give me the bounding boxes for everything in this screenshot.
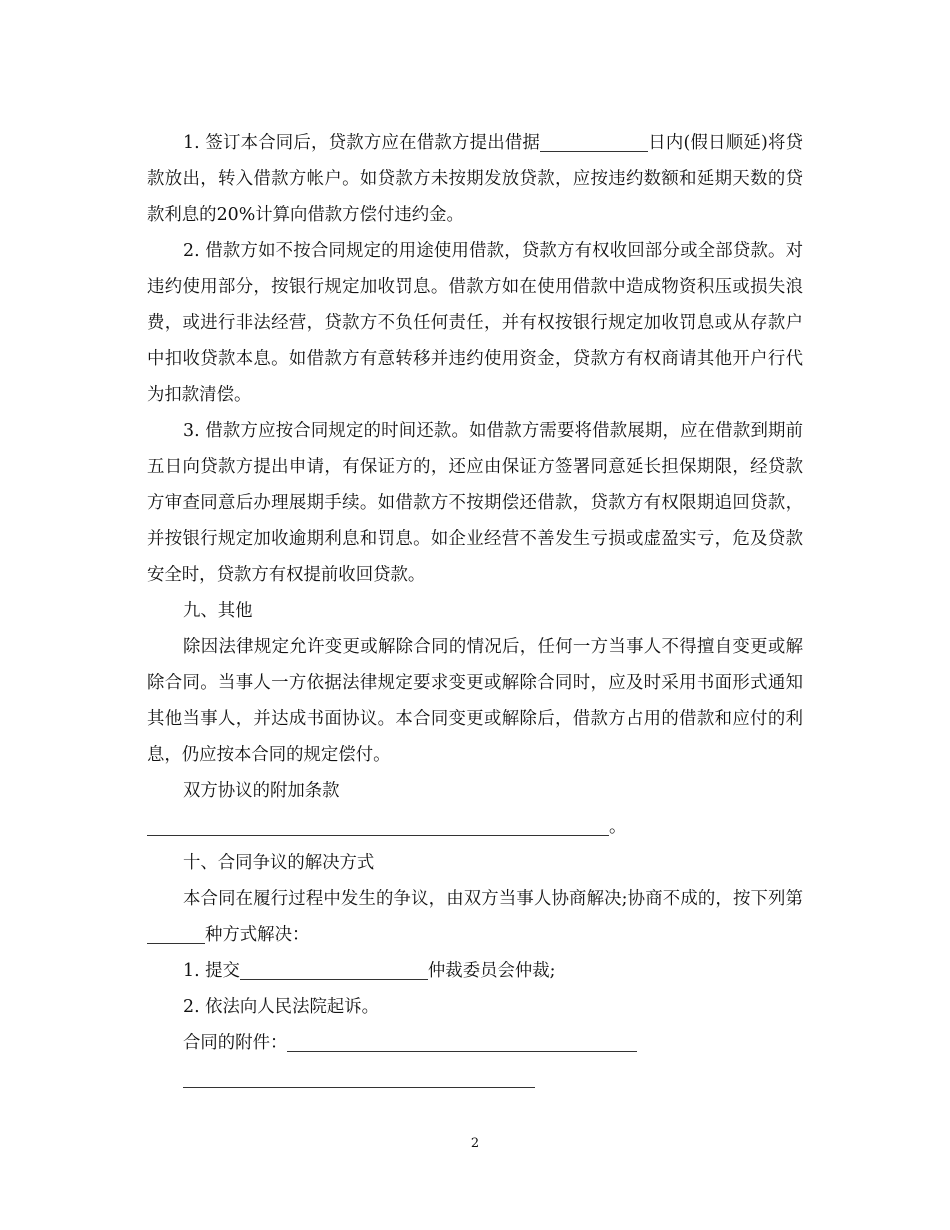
additional-terms-line [147, 809, 803, 845]
attachments-blank-field[interactable] [287, 1029, 637, 1052]
arbitration-committee-blank-field[interactable] [240, 957, 428, 980]
attachments-paragraph [147, 1025, 803, 1061]
section-10-text-start: 本合同在履行过程中发生的争议，由双方当事人协商解决;协商不成的，按下列第 [183, 889, 803, 909]
section-9-paragraph: 除因法律规定允许变更或解除合同的情况后，任何一方当事人不得擅自变更或解除合同。当事人一方依据法律规定要求变更或解除合同时，应及时采用书面形式通知其他当事人，并达成书面协议。本合同变更或解除后，借款方占用的借款和应付的利息，仍应按本合同的规定偿付。 [147, 637, 803, 765]
attachments-continuation-blank-field[interactable] [183, 1065, 535, 1088]
clause-paragraph-1 [147, 125, 803, 233]
additional-terms-period: 。 [609, 817, 627, 837]
additional-terms-label: 双方协议的附加条款 [183, 781, 340, 801]
option-1-text-start: 1. 提交 [183, 961, 240, 981]
option-1-text-end: 仲裁委员会仲裁; [427, 961, 556, 981]
section-heading-9: 九、其他 [183, 601, 253, 621]
section-heading-10: 十、合同争议的解决方式 [183, 853, 375, 873]
document-body [147, 125, 803, 1097]
attachments-label: 合同的附件： [183, 1033, 288, 1053]
section-10-text-end: 种方式解决： [205, 925, 310, 945]
clause-paragraph-2: 2. 借款方如不按合同规定的用途使用借款，贷款方有权收回部分或全部贷款。对违约使用部分，按银行规定加收罚息。借款方如在使用借款中造成物资积压或损失浪费，或进行非法经营，贷款方不负任何责任，并有权按银行规定加收罚息或从存款户中扣收贷款本息。如借款方有意转移并违约使用资金，贷款方有权商请其他开户行代为扣款清偿。 [147, 241, 803, 405]
section-10-paragraph [147, 881, 803, 953]
page-number: 2 [470, 1136, 480, 1151]
attachments-continuation-line [147, 1061, 803, 1097]
option-2-paragraph: 2. 依法向人民法院起诉。 [183, 997, 380, 1017]
clause-1-text-start: 1. 签订本合同后，贷款方应在借款方提出借据 [183, 133, 541, 153]
clause-paragraph-3: 3. 借款方应按合同规定的时间还款。如借款方需要将借款展期，应在借款到期前五日向贷款方提出申请，有保证方的，还应由保证方签署同意延长担保期限，经贷款方审查同意后办理展期手续。如借款方不按期偿还借款，贷款方有权限期追回贷款，并按银行规定加收逾期利息和罚息。如企业经营不善发生亏损或虚盈实亏，危及贷款安全时，贷款方有权提前收回贷款。 [147, 421, 803, 585]
days-blank-field[interactable] [540, 129, 648, 152]
method-number-blank-field[interactable] [147, 921, 205, 944]
option-1-paragraph [147, 953, 803, 989]
additional-terms-blank-field[interactable] [147, 813, 609, 836]
clause-1-text-end: 日内(假日顺延)将贷款放出，转入借款方帐户。如贷款方未按期发放贷款，应按违约数额和延期天数的贷款利息的20%计算向借款方偿付违约金。 [147, 133, 803, 225]
